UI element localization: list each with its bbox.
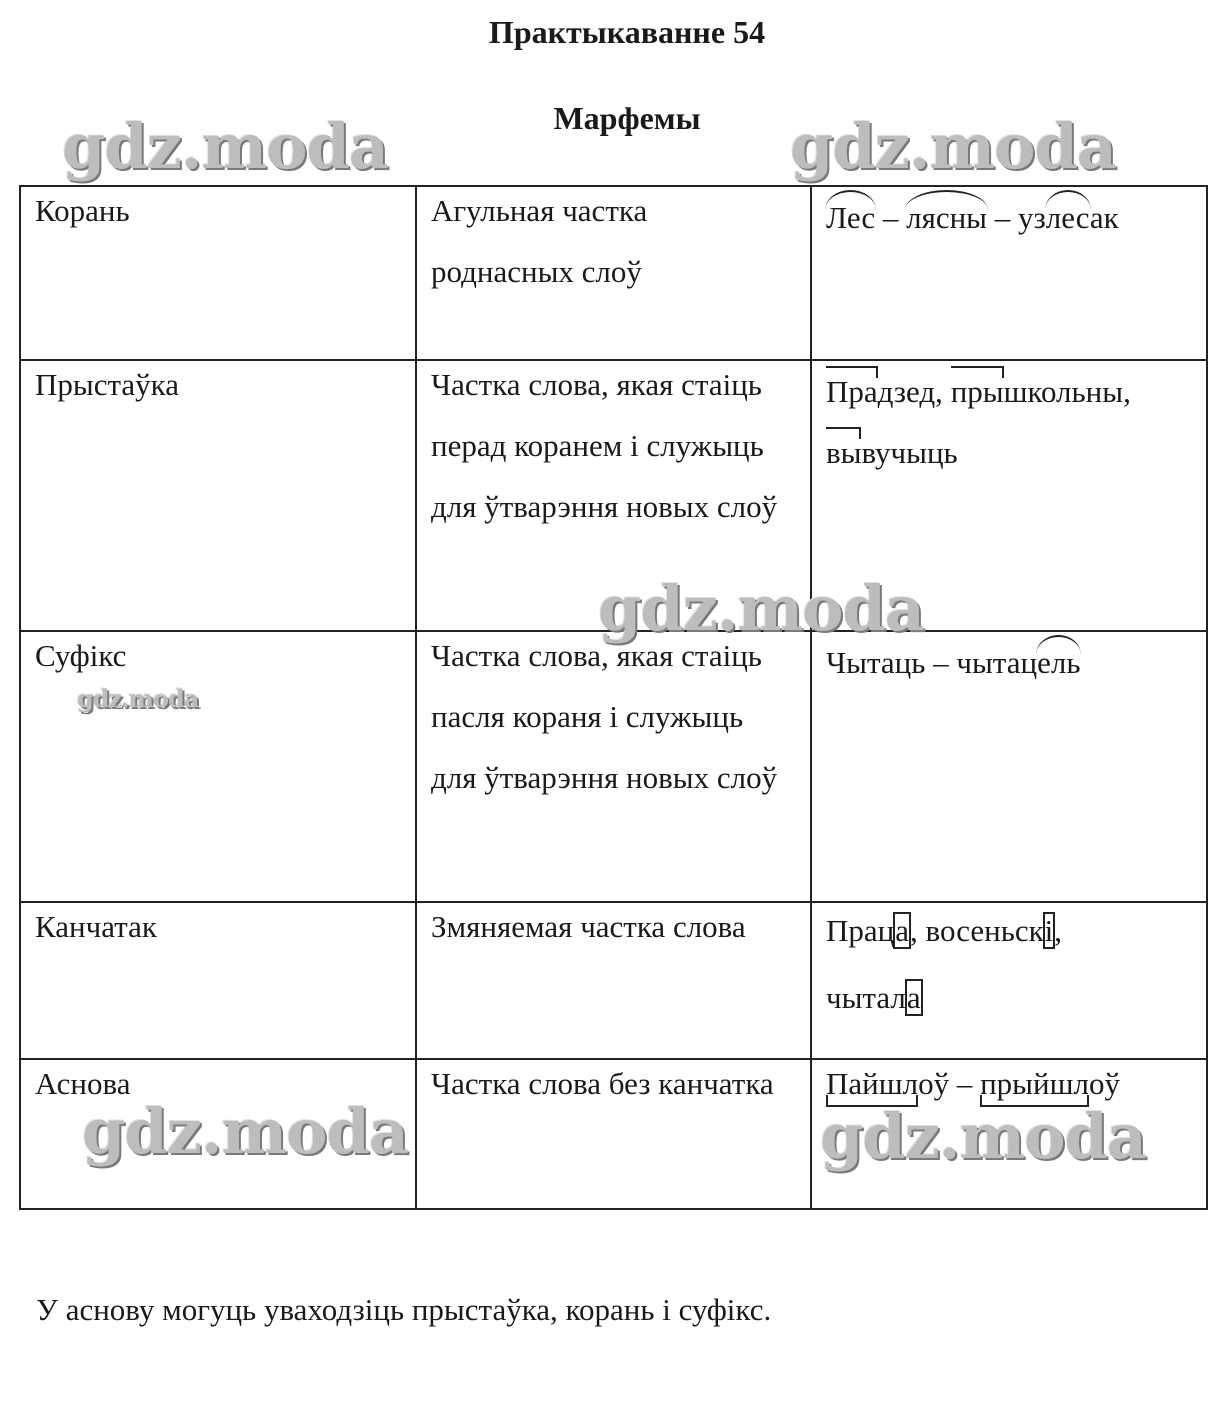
watermark: gdz.moda (598, 572, 924, 645)
table-row (20, 902, 1207, 1059)
definition-cell (416, 186, 811, 360)
term-text: Суфікс (35, 638, 127, 673)
term-cell (20, 902, 416, 1059)
example-fragment: – (875, 200, 907, 235)
term-text: Аснова (35, 1066, 131, 1101)
example-fragment: школьны, (1003, 374, 1131, 409)
example-fragment: , восеньск (910, 913, 1044, 948)
term-text: Корань (35, 193, 130, 228)
root-mark: лясны (906, 200, 988, 235)
term-cell (20, 1059, 416, 1209)
example-cell (811, 631, 1207, 902)
term-text: Канчатак (35, 909, 157, 944)
table-row (20, 186, 1207, 360)
term-cell (20, 631, 416, 902)
stem-mark: прыйшл (980, 1066, 1089, 1101)
definition-cell (416, 631, 811, 902)
example-fragment: – уз (987, 200, 1046, 235)
table-row (20, 360, 1207, 631)
definition-cell (416, 360, 811, 631)
term-cell (20, 186, 416, 360)
definition-text: Частка слова, якая стаіць перад коранем і служыць для ўтварэння новых слоў (431, 367, 778, 524)
example-text (826, 374, 1131, 470)
root-mark: лес (1045, 200, 1090, 235)
ending-mark: а (895, 913, 910, 948)
example-fragment: , (1054, 913, 1063, 948)
definition-text: Агульная частка роднасных слоў (431, 193, 648, 289)
term-cell (20, 360, 416, 631)
definition-cell (416, 902, 811, 1059)
example-text (826, 1053, 1192, 1114)
example-fragment: Чытаць – чытац (826, 645, 1038, 680)
example-cell (811, 186, 1207, 360)
root-mark: Лес (826, 200, 876, 235)
table-row (20, 631, 1207, 902)
example-fragment: чытал (826, 980, 906, 1015)
example-fragment: оў – (918, 1066, 981, 1101)
example-fragment: вучыць (861, 435, 958, 470)
definition-text: Змяняемая частка слова (431, 909, 746, 944)
watermark: gdz.moda (790, 110, 1116, 183)
watermark: gdz.moda (82, 1095, 408, 1168)
example-cell (811, 360, 1207, 631)
morpheme-table (19, 185, 1208, 1210)
definition-text: Частка слова без канчатка (431, 1066, 774, 1101)
example-fragment: Прац (826, 913, 895, 948)
stem-mark: Пайшл (826, 1066, 919, 1101)
ending-mark: а (906, 980, 921, 1015)
watermark: gdz.moda (62, 110, 388, 183)
example-fragment: ак (1089, 200, 1119, 235)
example-cell (811, 902, 1207, 1059)
page-title: Практыкаванне 54 (488, 14, 766, 50)
suffix-mark: ель (1037, 645, 1081, 680)
prefix-mark: вы (826, 435, 862, 470)
term-text: Прыстаўка (35, 367, 180, 402)
watermark: gdz.moda (77, 684, 199, 713)
example-cell (811, 1059, 1207, 1209)
table-title: Марфемы (553, 100, 701, 136)
ending-mark: і (1044, 913, 1054, 948)
example-fragment: оў (1088, 1066, 1120, 1101)
definition-text: Частка слова, якая стаіць пасля кораня і служыць для ўтварэння новых слоў (431, 638, 778, 795)
example-text (826, 897, 1192, 1031)
example-fragment: дзед, (877, 374, 951, 409)
table-row (20, 1059, 1207, 1209)
watermark: gdz.moda (820, 1100, 1146, 1173)
definition-cell (416, 1059, 811, 1209)
prefix-mark: Пра (826, 374, 878, 409)
example-text (826, 645, 1080, 680)
footnote: У аснову могуць уваходзіць прыстаўка, корань і суфікс. (36, 1292, 772, 1327)
example-text (826, 200, 1119, 235)
prefix-mark: пры (950, 374, 1004, 409)
